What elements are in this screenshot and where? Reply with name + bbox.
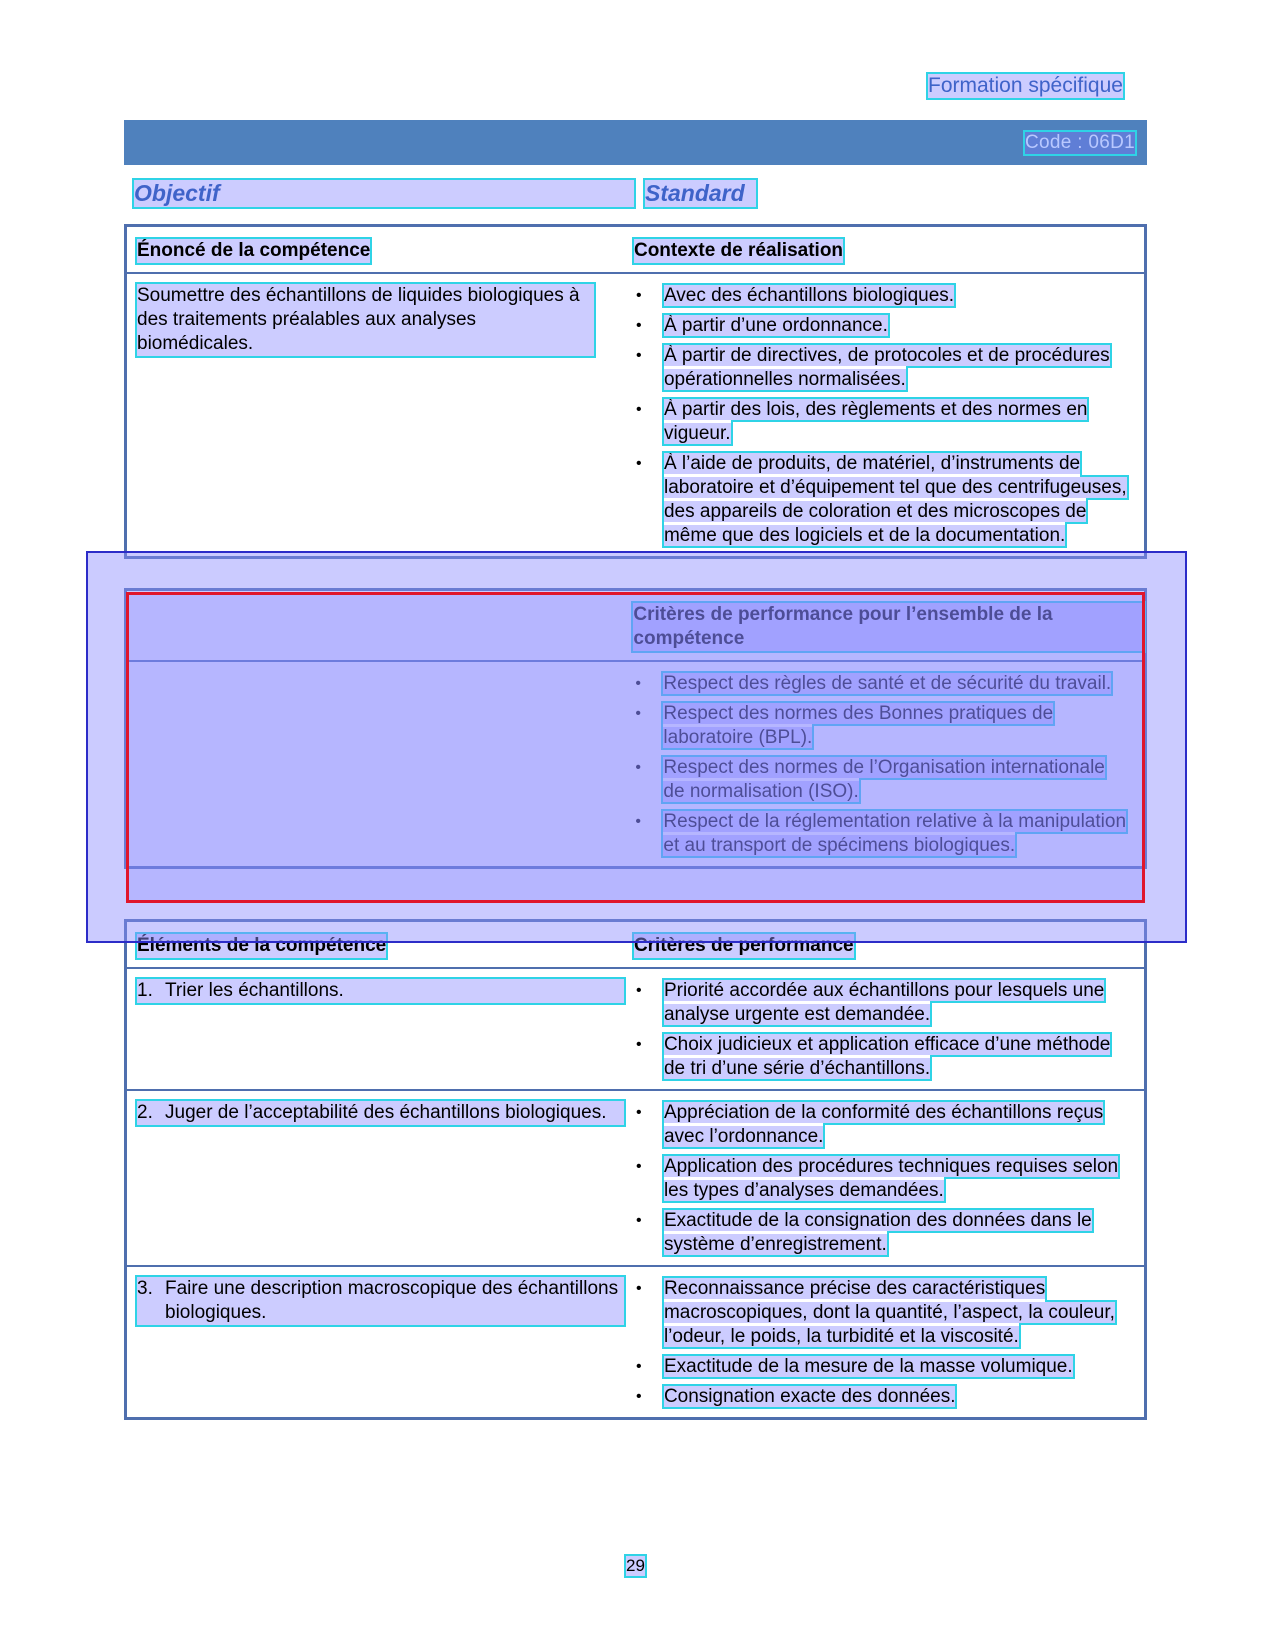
criteria-list bbox=[634, 979, 1130, 1081]
bullet-item bbox=[634, 398, 1130, 446]
bullet-text: Appréciation de la conformité des échantillons reçus avec l’ordonnance. bbox=[663, 1102, 1104, 1147]
element-number: 3. bbox=[137, 1278, 153, 1299]
bullet-icon: • bbox=[635, 317, 642, 334]
criteria-list bbox=[634, 1101, 1130, 1257]
bullet-text: Priorité accordée aux échantillons pour lesquels une analyse urgente est demandée. bbox=[663, 980, 1105, 1025]
element-text: Faire une description macroscopique des échantillons biologiques. bbox=[165, 1278, 619, 1323]
elements-header: Éléments de la compétence bbox=[137, 935, 387, 956]
bullet-icon: • bbox=[635, 1388, 642, 1405]
contexte-list bbox=[634, 284, 1130, 548]
criteria-list bbox=[634, 1277, 1130, 1409]
element-text: Trier les échantillons. bbox=[165, 980, 344, 1001]
bullet-icon: • bbox=[635, 401, 642, 418]
objectif-heading: Objectif bbox=[134, 180, 634, 207]
page-number: 29 bbox=[626, 1556, 645, 1575]
bullet-icon: • bbox=[635, 347, 642, 364]
bullet-icon: • bbox=[635, 982, 642, 999]
bullet-icon: • bbox=[635, 759, 642, 776]
element-item bbox=[137, 1277, 624, 1325]
bullet-icon: • bbox=[635, 675, 642, 692]
bullet-item bbox=[634, 1355, 1130, 1379]
element-number: 2. bbox=[137, 1102, 153, 1123]
bullet-text: À partir de directives, de protocoles et de procédures opérationnelles normalisées. bbox=[663, 345, 1110, 390]
bullet-item bbox=[634, 1033, 1130, 1081]
contexte-header: Contexte de réalisation bbox=[633, 240, 844, 261]
bullet-item bbox=[634, 979, 1130, 1027]
bullet-text: À l’aide de produits, de matériel, d’instruments de laboratoire et d’équipement tel que des centrifugeuses, des appareils de coloration et des microscopes de même que des logiciels et de la documentation. bbox=[663, 453, 1127, 546]
bullet-icon: • bbox=[635, 1104, 642, 1121]
standard-heading: Standard bbox=[645, 180, 756, 207]
code-label: Code : 06D1 bbox=[1025, 132, 1135, 153]
bullet-icon: • bbox=[635, 287, 642, 304]
header-label: Formation spécifique bbox=[928, 74, 1123, 97]
bullet-text: Consignation exacte des données. bbox=[663, 1386, 956, 1407]
highlight-box bbox=[126, 592, 1145, 903]
bullet-icon: • bbox=[635, 1212, 642, 1229]
bullet-text: Respect des normes de l’Organisation internationale de normalisation (ISO). bbox=[663, 757, 1105, 802]
code-band bbox=[124, 120, 1147, 165]
bullet-icon: • bbox=[635, 1358, 642, 1375]
bullet-text: À partir des lois, des règlements et des normes en vigueur. bbox=[663, 399, 1088, 444]
enonce-text: Soumettre des échantillons de liquides biologiques à des traitements préalables aux analyses biomédicales. bbox=[137, 284, 594, 356]
bullet-text: Choix judicieux et application efficace d’une méthode de tri d’une série d’échantillons. bbox=[663, 1034, 1111, 1079]
table-row bbox=[126, 968, 1146, 1090]
bullet-icon: • bbox=[635, 455, 642, 472]
bullet-icon: • bbox=[635, 1036, 642, 1053]
bullet-text: Respect des normes des Bonnes pratiques de laboratoire (BPL). bbox=[663, 703, 1054, 748]
bullet-icon: • bbox=[635, 813, 642, 830]
bullet-text: Application des procédures techniques requises selon les types d’analyses demandées. bbox=[663, 1156, 1119, 1201]
competence-table bbox=[124, 224, 1147, 559]
table-row bbox=[126, 1266, 1146, 1419]
bullet-item bbox=[634, 284, 1130, 308]
bullet-text: Exactitude de la consignation des données dans le système d’enregistrement. bbox=[663, 1210, 1092, 1255]
bullet-item bbox=[634, 1101, 1130, 1149]
table-row bbox=[126, 1090, 1146, 1266]
enonce-header: Énoncé de la compétence bbox=[137, 240, 371, 261]
bullet-text: Respect des règles de santé et de sécurité du travail. bbox=[663, 673, 1112, 694]
bullet-text: Reconnaissance précise des caractéristiques macroscopiques, dont la quantité, l’aspect, la couleur, l’odeur, le poids, la turbidité et la viscosité. bbox=[663, 1278, 1115, 1347]
bullet-text: Exactitude de la mesure de la masse volumique. bbox=[663, 1356, 1073, 1377]
bullet-item bbox=[634, 344, 1130, 392]
criteres-ensemble-header: Critères de performance pour l’ensemble de la compétence bbox=[633, 603, 1144, 651]
bullet-item bbox=[634, 452, 1130, 548]
section-heads bbox=[124, 180, 1147, 210]
bullet-item bbox=[634, 1209, 1130, 1257]
bullet-icon: • bbox=[635, 705, 642, 722]
bullet-item bbox=[634, 314, 1130, 338]
bullet-icon: • bbox=[635, 1280, 642, 1297]
element-item bbox=[137, 1101, 624, 1125]
bullet-text: Respect de la réglementation relative à la manipulation et au transport de spécimens biologiques. bbox=[663, 811, 1127, 856]
bullet-text: Avec des échantillons biologiques. bbox=[663, 285, 955, 306]
bullet-icon: • bbox=[635, 1158, 642, 1175]
elements-table bbox=[124, 919, 1147, 1420]
bullet-item bbox=[634, 1277, 1130, 1349]
element-text: Juger de l’acceptabilité des échantillons biologiques. bbox=[165, 1102, 607, 1123]
element-number: 1. bbox=[137, 980, 153, 1001]
criteres-header: Critères de performance bbox=[633, 935, 854, 956]
element-item bbox=[137, 979, 624, 1003]
bullet-item bbox=[634, 1385, 1130, 1409]
bullet-text: À partir d’une ordonnance. bbox=[663, 315, 888, 336]
bullet-item bbox=[634, 1155, 1130, 1203]
